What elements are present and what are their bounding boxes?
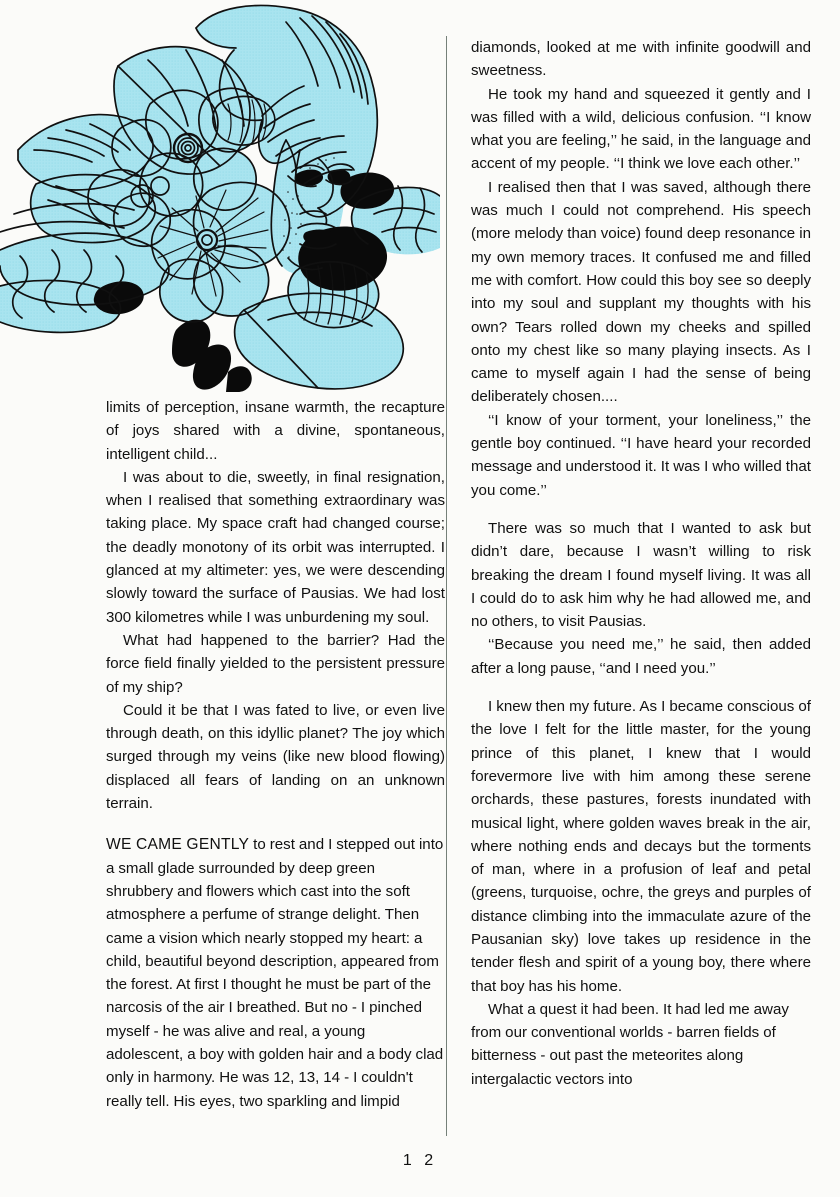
paragraph: limits of perception, insane warmth, the recapture of joys shared with a divine, spontaneous, intelligent child... [106,399,445,463]
paragraph: What a quest it had been. It had led me away from our conventional worlds - barren fields of bitterness - out past the meteorites along intergalactic vectors into [471,1000,789,1088]
paragraph: There was so much that I wanted to ask but didn’t dare, because I wasn’t willing to risk breaking the dream I found myself living. It was all I could do to ask him why he had allowed me, and no others, to visit Pausias. [471,519,811,631]
left-text-column [106,396,445,1113]
flower-face-illustration-artwork [0,0,440,392]
paragraph: diamonds, looked at me with infinite goodwill and sweetness. [471,39,811,80]
flower-face-illustration [0,0,440,392]
paragraph: I knew then my future. As I became conscious of the love I felt for the little master, for the young prince of this planet, I knew that I would forevermore live with him among these serene orchards, these pastures, forests inundated with musical light, where golden waves break in the air, where nothing ends and decays but the torments of man, where in a profusion of leaf and petal (greens, turquoise, ochre, the greys and purples of distance climbing into the immaculate azure of the Pausanian sky) love takes up residence in the tender flesh and spirit of a young boy, there where that boy has his home. [471,698,811,995]
paragraph: Could it be that I was fated to live, or even live through death, on this idyllic planet? The joy which surged through my veins (like new blood flowing) displaced all fears of landing on an unknown terrain. [106,701,445,813]
paragraph: ‘‘Because you need me,’’ he said, then added after a long pause, ‘‘and I need you.’’ [471,636,811,677]
right-text-column [471,36,811,1091]
paragraph: I realised then that I was saved, although there was much I could not comprehend. His speech (more melody than voice) found deep resonance in my own memory traces. It confused me and filled me with comfort. How could this boy see so deeply into my soul and supplant my thoughts with his own? Tears rolled down my cheeks and spilled onto my chest like so many playing insects. As I came to myself again I had the sense of being deliberately chosen.... [471,178,811,406]
section-body: to rest and I stepped out into a small glade surrounded by deep green shrubbery and flowers which cast into the soft atmosphere a perfume of strange delight. Then came a vision which nearly stopped my heart: a child, beautiful beyond description, appeared from the forest. At first I thought he must be part of the narcosis of the air I breathed. But no - I pinched myself - he was alive and real, a young adolescent, a boy with golden hair and a body clad only in harmony. He was 12, 13, 14 - I couldn't really tell. His eyes, two sparkling and limpid [106,836,444,1110]
paragraph: ‘‘I know of your torment, your loneliness,’’ the gentle boy continued. ‘‘I have heard your recorded message and understood it. It was I who willed that you come.’’ [471,411,811,499]
column-divider-rule [446,36,447,1136]
section-lead-in: WE CAME GENTLY [106,836,250,854]
paragraph: What had happened to the barrier? Had the force field finally yielded to the persistent pressure of my ship? [106,631,445,696]
section-opening-paragraph [106,833,445,1113]
page-number: 1 2 [402,1152,438,1169]
paragraph: I was about to die, sweetly, in final resignation, when I realised that something extraordinary was taking place. My space craft had changed course; the deadly monotony of its orbit was interrupted. I glanced at my altimeter: yes, we were descending slowly toward the surface of Pausias. We had lost 300 kilometres while I was unburdening my soul. [106,468,445,626]
paragraph: He took my hand and squeezed it gently and I was filled with a wild, delicious confusion. ‘‘I know what you are feeling,’’ he said, in the language and accent of my people. ‘‘I think we love each other.’’ [471,85,811,173]
